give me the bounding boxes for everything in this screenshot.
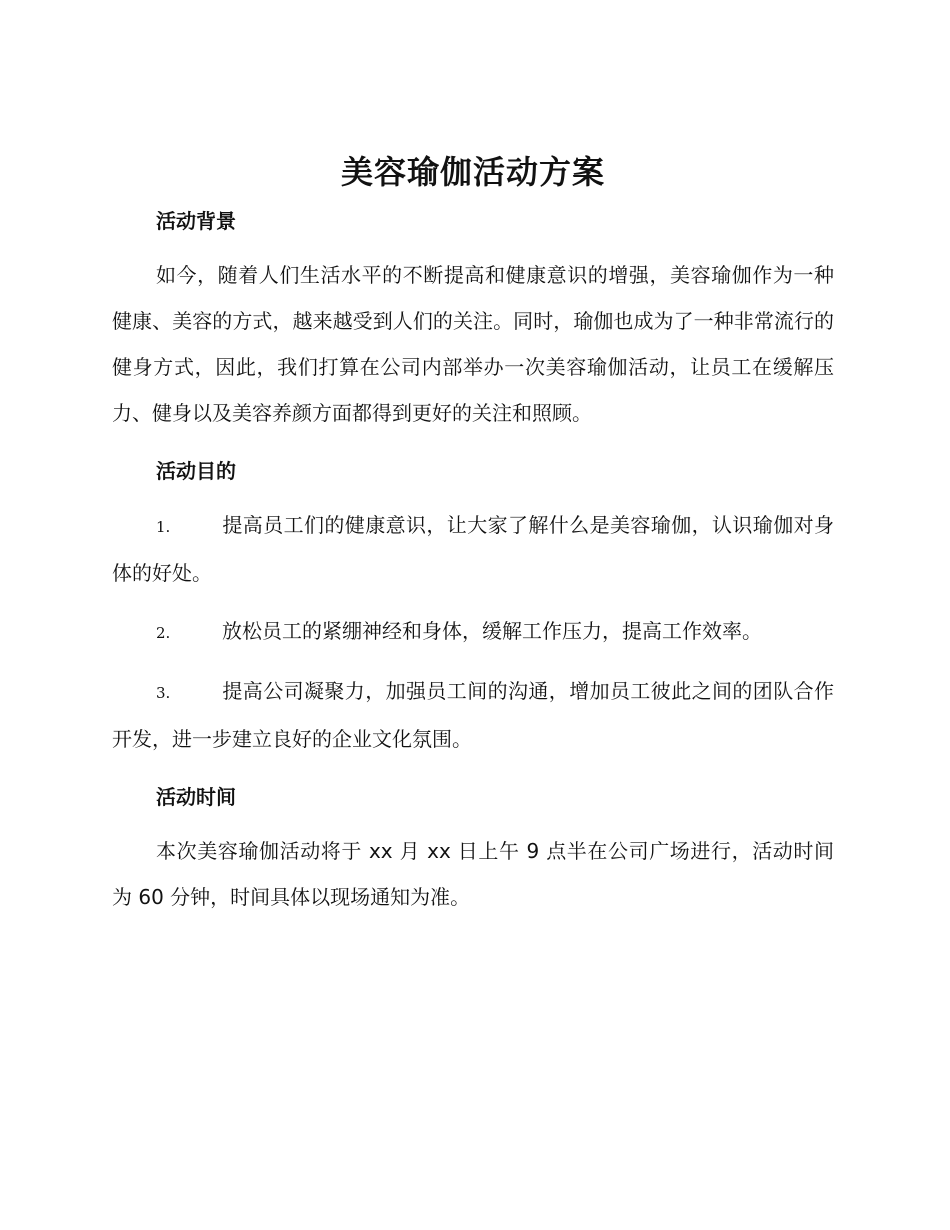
section-heading-time: 活动时间 — [156, 785, 236, 809]
document-content — [112, 148, 834, 920]
list-number: 1. — [156, 518, 171, 536]
background-paragraph: 如今，随着人们生活水平的不断提高和健康意识的增强，美容瑜伽作为一种健康、美容的方式，越来越受到人们的关注。同时，瑜伽也成为了一种非常流行的健身方式，因此，我们打算在公司内部举办一次美容瑜伽活动，让员工在缓解压力、健身以及美容养颜方面都得到更好的关注和照顾。 — [112, 263, 834, 425]
section-heading-background: 活动背景 — [156, 209, 236, 233]
list-number: 3. — [156, 684, 171, 702]
list-item-text: 放松员工的紧绷神经和身体，缓解工作压力，提高工作效率。 — [222, 619, 762, 643]
document-title: 美容瑜伽活动方案 — [340, 153, 605, 191]
purpose-list-item-1 — [112, 502, 834, 596]
purpose-list-item-2 — [112, 608, 834, 656]
purpose-list-item-3 — [112, 668, 834, 762]
list-number: 2. — [156, 624, 171, 642]
time-paragraph: 本次美容瑜伽活动将于 xx 月 xx 日上午 9 点半在公司广场进行，活动时间为 60 分钟，时间具体以现场通知为准。 — [112, 839, 834, 909]
section-heading-purpose: 活动目的 — [156, 459, 236, 483]
list-item-text: 提高公司凝聚力，加强员工间的沟通，增加员工彼此之间的团队合作开发，进一步建立良好的企业文化氛围。 — [112, 679, 834, 751]
list-item-text: 提高员工们的健康意识，让大家了解什么是美容瑜伽，认识瑜伽对身体的好处。 — [112, 513, 834, 585]
